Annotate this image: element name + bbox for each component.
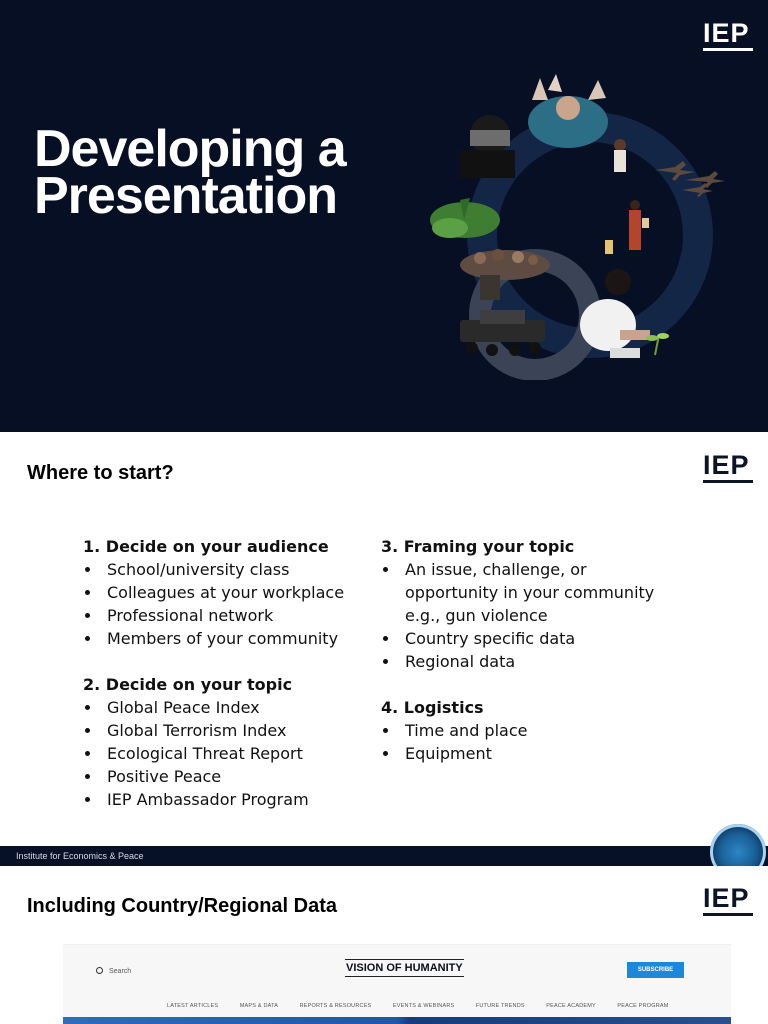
- iep-logo: [703, 885, 753, 916]
- footer-bar: [0, 846, 768, 866]
- list-item-text: Equipment: [405, 744, 492, 763]
- iep-logo-text: IEP: [703, 450, 750, 480]
- list-item: [83, 558, 363, 581]
- website-hero-banner: [63, 1017, 731, 1024]
- section-title-audience: 1. Decide on your audience: [83, 537, 329, 556]
- right-column: [381, 535, 661, 765]
- photo-collage-image: [420, 70, 740, 380]
- list-item-text: Professional network: [107, 606, 274, 625]
- where-to-start-slide: [0, 432, 768, 866]
- country-data-slide: [0, 866, 768, 1024]
- nav-item: LATEST ARTICLES: [167, 1003, 219, 1009]
- iep-logo-text: IEP: [703, 883, 750, 913]
- list-item: [381, 627, 661, 650]
- list-item: [381, 719, 661, 742]
- bullet-icon: [85, 797, 90, 802]
- website-nav: [167, 994, 686, 1012]
- list-item-text: Positive Peace: [107, 767, 222, 786]
- nav-item: REPORTS & RESOURCES: [299, 1003, 372, 1009]
- list-item-text: Global Terrorism Index: [107, 721, 287, 740]
- list-item-text: Country specific data: [405, 629, 576, 648]
- nav-item: MAPS & DATA: [239, 1003, 279, 1009]
- audience-list: [83, 558, 363, 650]
- bullet-icon: [85, 567, 90, 572]
- bullet-icon: [85, 774, 90, 779]
- iep-logo-text: IEP: [703, 18, 750, 48]
- list-item-text: Members of your community: [107, 629, 339, 648]
- iep-logo: [703, 452, 753, 483]
- list-item: [83, 788, 363, 811]
- nav-item: EVENTS & WEBINARS: [392, 1003, 455, 1009]
- bullet-icon: [383, 728, 388, 733]
- presentation-title: [34, 120, 346, 225]
- left-column: [83, 535, 363, 811]
- topic-list: [83, 696, 363, 811]
- subscribe-button: SUBSCRIBE: [627, 962, 684, 978]
- list-item: [83, 627, 363, 650]
- logistics-list: [381, 719, 661, 765]
- list-item: [83, 581, 363, 604]
- bullet-icon: [85, 728, 90, 733]
- list-item: [381, 558, 661, 627]
- woman-figure-image: [605, 200, 649, 254]
- nav-item: FUTURE TRENDS: [475, 1003, 525, 1009]
- section-title-framing: 3. Framing your topic: [381, 537, 575, 556]
- bullet-icon: [85, 705, 90, 710]
- title-line-1: Developing a: [34, 120, 346, 178]
- bullet-icon: [383, 567, 388, 572]
- section-title-logistics: 4. Logistics: [381, 698, 484, 717]
- website-screenshot: [63, 944, 731, 1024]
- seedling-image: [646, 333, 669, 355]
- logo-underline: [703, 480, 753, 483]
- title-line-2: Presentation: [34, 167, 337, 225]
- list-item: [83, 696, 363, 719]
- child-figure-image: [614, 139, 626, 172]
- list-item-text: Time and place: [405, 721, 528, 740]
- slide-heading: Where to start?: [27, 462, 174, 484]
- slide-heading: Including Country/Regional Data: [27, 895, 338, 917]
- list-item-text: An issue, challenge, or opportunity in your community e.g., gun violence: [405, 560, 655, 625]
- bullet-icon: [383, 659, 388, 664]
- globe-icon: [710, 824, 766, 866]
- list-item: [83, 742, 363, 765]
- list-item-text: Global Peace Index: [107, 698, 260, 717]
- title-slide: [0, 0, 768, 432]
- list-item-text: School/university class: [107, 560, 290, 579]
- bullet-icon: [85, 751, 90, 756]
- list-item: [83, 604, 363, 627]
- bullet-icon: [85, 613, 90, 618]
- list-item-text: IEP Ambassador Program: [107, 790, 309, 809]
- list-item: [83, 765, 363, 788]
- footer-text: Institute for Economics & Peace: [16, 851, 144, 861]
- website-brand-logo: VISION OF HUMANITY: [345, 959, 464, 977]
- logo-underline: [703, 48, 753, 51]
- list-item: [83, 719, 363, 742]
- list-item: [381, 742, 661, 765]
- logo-underline: [703, 913, 753, 916]
- iep-logo: [703, 20, 753, 51]
- website-search: [96, 967, 131, 975]
- list-item-text: Ecological Threat Report: [107, 744, 303, 763]
- search-placeholder: Search: [109, 968, 132, 975]
- bullet-icon: [383, 636, 388, 641]
- nav-item: PEACE ACADEMY: [546, 1003, 596, 1009]
- bullet-icon: [85, 590, 90, 595]
- framing-list: [381, 558, 661, 673]
- bullet-icon: [383, 751, 388, 756]
- list-item-text: Regional data: [405, 652, 516, 671]
- nav-item: PEACE PROGRAM: [617, 1003, 669, 1009]
- list-item: [381, 650, 661, 673]
- section-title-topic: 2. Decide on your topic: [83, 675, 293, 694]
- protest-figure-image: [528, 74, 608, 148]
- search-icon: [96, 967, 103, 974]
- bullet-icon: [85, 636, 90, 641]
- list-item-text: Colleagues at your workplace: [107, 583, 345, 602]
